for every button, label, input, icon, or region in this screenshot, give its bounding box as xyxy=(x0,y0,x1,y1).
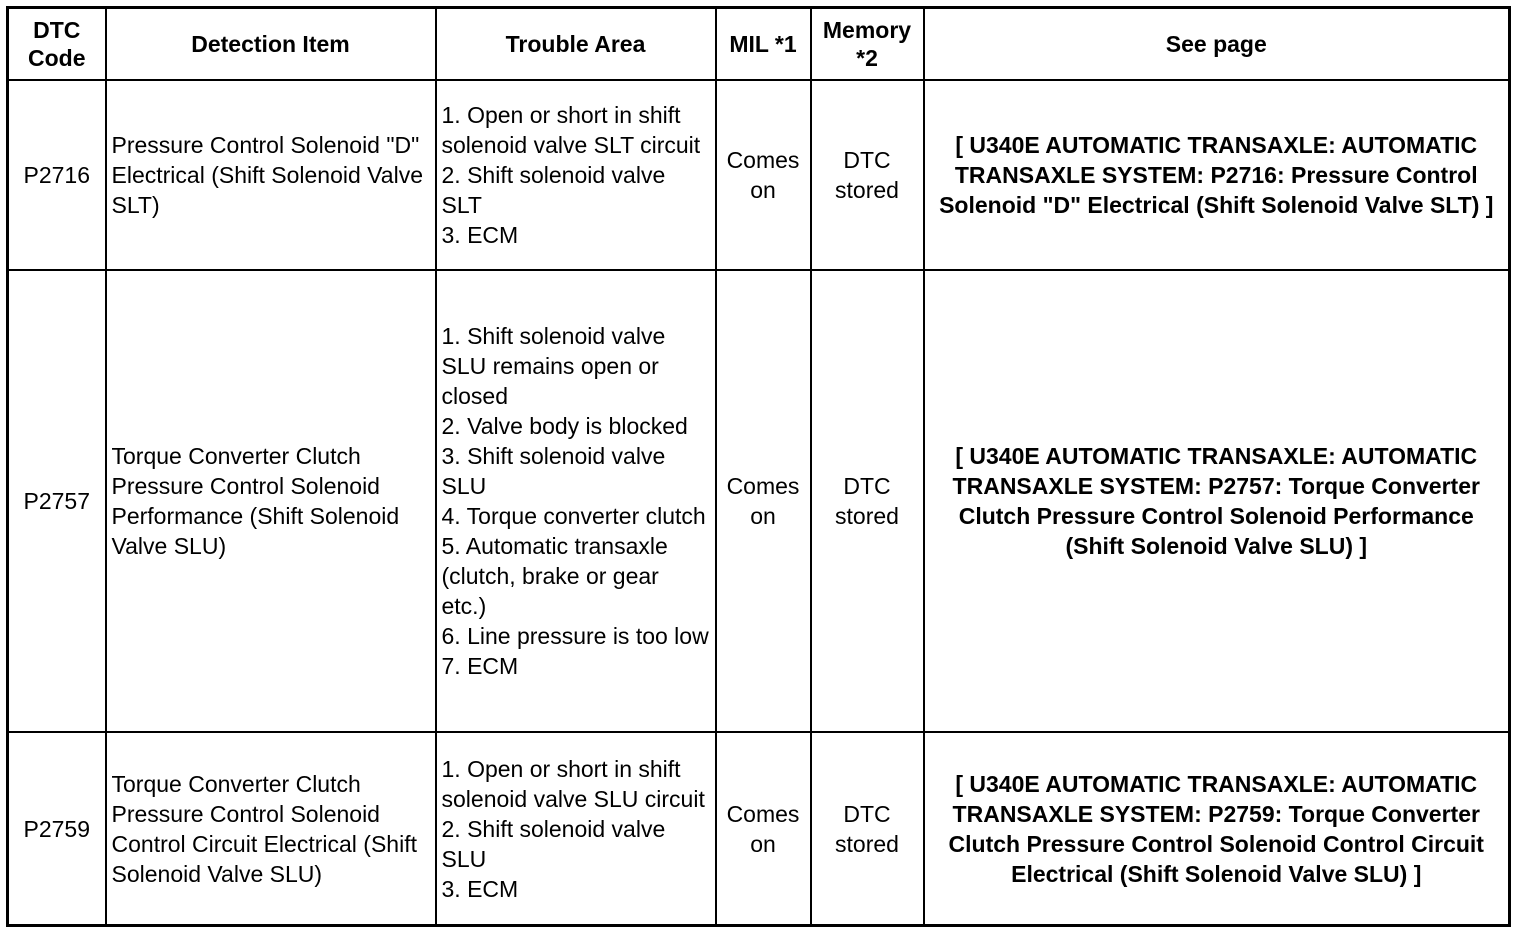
header-trouble-area: Trouble Area xyxy=(436,8,716,81)
memory-cell: DTC stored xyxy=(811,270,924,732)
header-memory: Memory *2 xyxy=(811,8,924,81)
trouble-area-item: 2. Shift solenoid valve SLT xyxy=(441,162,666,219)
dtc-code-cell: P2759 xyxy=(8,732,106,925)
trouble-area-cell xyxy=(436,80,716,270)
table-row xyxy=(8,732,1510,925)
header-mil: MIL *1 xyxy=(716,8,811,81)
trouble-area-item: 1. Open or short in shift solenoid valve SLT circuit xyxy=(441,102,701,159)
header-row xyxy=(8,8,1510,81)
trouble-area-item: 6. Line pressure is too low xyxy=(441,623,709,650)
header-dtc-code: DTC Code xyxy=(8,8,106,81)
trouble-area-item: 1. Shift solenoid valve SLU remains open or closed xyxy=(441,323,666,410)
detection-item-cell: Torque Converter Clutch Pressure Control Solenoid Control Circuit Electrical (Shift Solenoid Valve SLU) xyxy=(106,732,436,925)
memory-cell: DTC stored xyxy=(811,80,924,270)
trouble-area-item: 4. Torque converter clutch xyxy=(441,503,706,530)
trouble-area-item: 1. Open or short in shift solenoid valve SLU circuit xyxy=(441,755,705,812)
trouble-area-item: 2. Valve body is blocked xyxy=(441,413,688,440)
trouble-area-item: 2. Shift solenoid valve SLU xyxy=(441,815,666,872)
memory-cell: DTC stored xyxy=(811,732,924,925)
trouble-area-item: 5. Automatic transaxle (clutch, brake or gear etc.) xyxy=(441,533,668,620)
dtc-code-cell: P2757 xyxy=(8,270,106,732)
trouble-area-item: 3. Shift solenoid valve SLU xyxy=(441,443,666,500)
header-see-page: See page xyxy=(924,8,1510,81)
detection-item-cell: Pressure Control Solenoid "D" Electrical (Shift Solenoid Valve SLT) xyxy=(106,80,436,270)
see-page-link[interactable]: [ U340E AUTOMATIC TRANSAXLE: AUTOMATIC TRANSAXLE SYSTEM: P2716: Pressure Control Solenoid "D" Electrical (Shift Solenoid Valve SLT) ] xyxy=(924,80,1510,270)
trouble-area-cell xyxy=(436,732,716,925)
dtc-code-cell: P2716 xyxy=(8,80,106,270)
trouble-area-item: 7. ECM xyxy=(441,653,519,680)
dtc-table xyxy=(6,6,1511,927)
table-row xyxy=(8,270,1510,732)
table-row xyxy=(8,80,1510,270)
see-page-link[interactable]: [ U340E AUTOMATIC TRANSAXLE: AUTOMATIC TRANSAXLE SYSTEM: P2757: Torque Converter Clutch Pressure Control Solenoid Performance (Shift Solenoid Valve SLU) ] xyxy=(924,270,1510,732)
mil-cell: Comes on xyxy=(716,80,811,270)
trouble-area-cell xyxy=(436,270,716,732)
mil-cell: Comes on xyxy=(716,732,811,925)
see-page-link[interactable]: [ U340E AUTOMATIC TRANSAXLE: AUTOMATIC TRANSAXLE SYSTEM: P2759: Torque Converter Clutch Pressure Control Solenoid Control Circuit Electrical (Shift Solenoid Valve SLU) ] xyxy=(924,732,1510,925)
trouble-area-item: 3. ECM xyxy=(441,875,519,902)
mil-cell: Comes on xyxy=(716,270,811,732)
detection-item-cell: Torque Converter Clutch Pressure Control Solenoid Performance (Shift Solenoid Valve SLU) xyxy=(106,270,436,732)
trouble-area-item: 3. ECM xyxy=(441,222,519,249)
header-detection-item: Detection Item xyxy=(106,8,436,81)
